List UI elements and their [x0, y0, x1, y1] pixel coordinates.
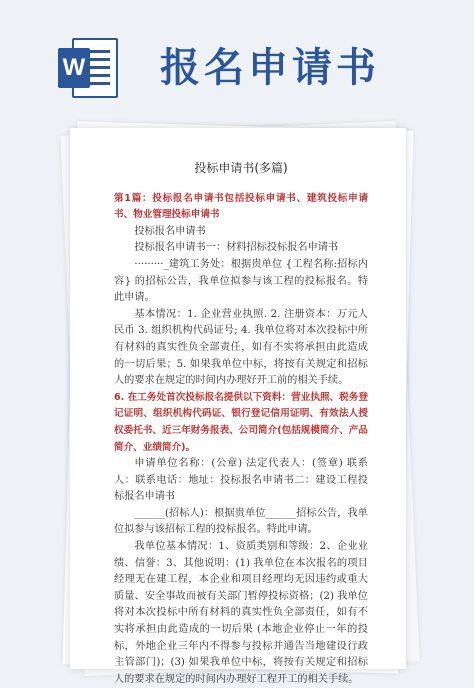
paragraph: 我单位基本情况：1、资质类别和等级：2、企业业绩、信誉：3、其他说明：(1) 我单位在本次报名的项目经理无在建工程，本企业和项目经理均无因违约或重大质量、安全事故而被有关部门暂停投标资格；(2) 我单位将对本次投标中所有材料的真实性负全部责任，如有不实将承担由此造成的一切后果 (本地企业停止一年的投标，外地企业三年内不得参与投标并通告当地建设行政主管部门)；(3) 如果我单位中标，将按有关规定和招标人的要求在规定的时间内办理好工程开工的相关手续。 — [114, 541, 368, 685]
paragraph: ·········_建筑工务处：根据贵单位 {工程名称:招标内容} 的招标公告，我单位拟参与该工程的投标报名。特此申请。 — [114, 258, 368, 304]
highlighted-paragraph: 6. 在工务处首次投标报名提供以下资料：营业执照、税务登记证明、组织机构代码证、银行登记信用证明、有效法人授权委托书、近三年财务报表、公司简介(包括规模简介、产品简介、业绩简介)。 — [114, 391, 368, 453]
banner-title: 报名申请书 — [160, 45, 380, 91]
paragraph: ______(招标人)：根据贵单位______招标公告，我单位拟参与该招标工程的投标报名。特此申请。 — [114, 507, 368, 536]
word-document-icon — [58, 38, 118, 98]
banner — [0, 0, 474, 112]
paragraph: 申请单位名称：(公章) 法定代表人：(签章) 联系人：联系电话：地址：投标报名申请书二：建设工程投标报名申请书 — [114, 458, 368, 503]
document-page — [70, 128, 406, 685]
document-body — [114, 160, 368, 688]
paragraph: 投标报名申请书 — [134, 225, 206, 237]
document-title: 投标申请书(多篇) — [194, 161, 288, 175]
word-logo-letter: W — [58, 48, 90, 88]
section-heading: 第1篇：投标报名申请书包括投标申请书、建筑投标申请书、物业管理投标申请书 — [114, 192, 368, 221]
paragraph: 投标报名申请书一：材料招标投标报名申请书 — [134, 242, 339, 254]
paragraph: 基本情况：1. 企业营业执照. 2. 注册资本：万元人民币 3. 组织机构代码证号; 4. 我单位将对本次投标中所有材料的真实性负全部责任，如有不实将承担由此造成的一切后果；5. 如果我单位中标，将按有关规定和招标人的要求在规定的时间内办理好开工前的相关手续。 — [114, 308, 368, 387]
